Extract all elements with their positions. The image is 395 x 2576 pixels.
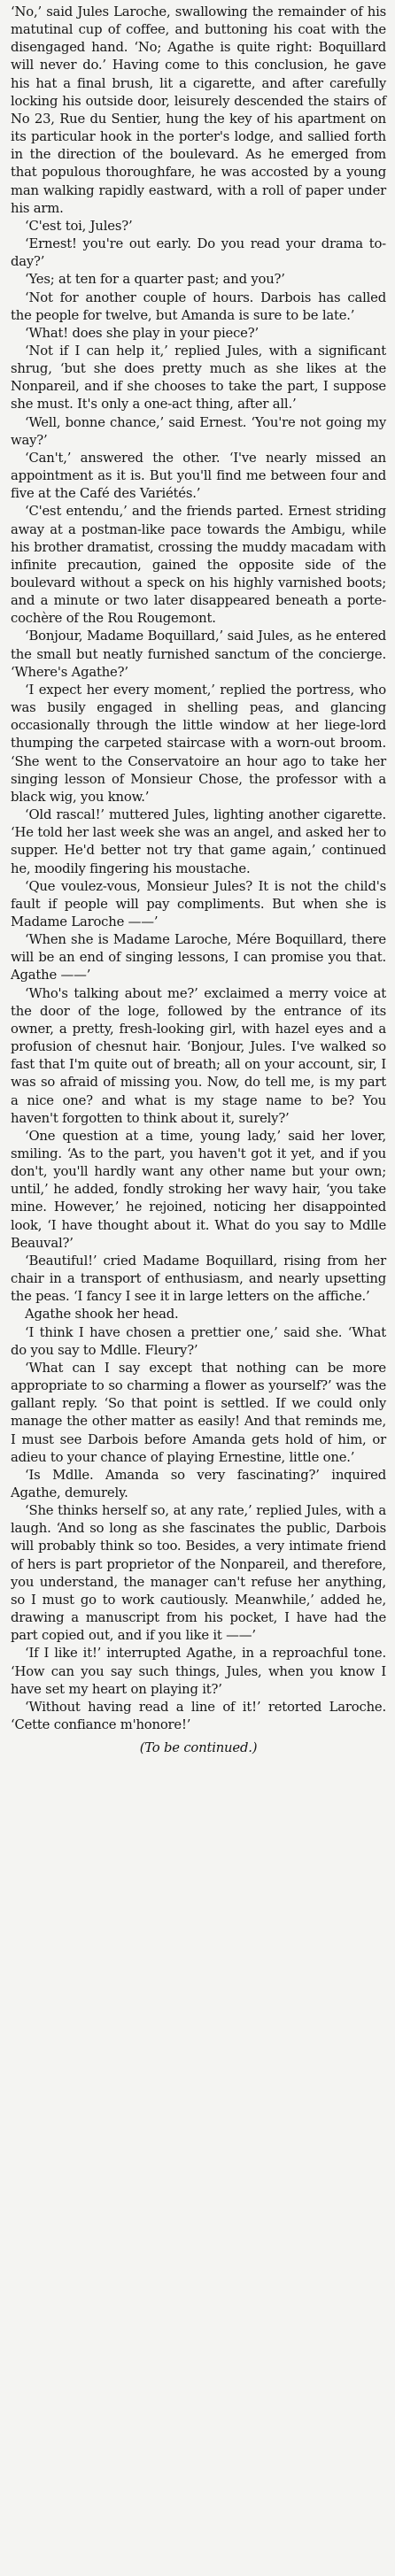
paragraph: ‘Bonjour, Madame Boquillard,’ said Jules, as he entered the small but neatly furnished sanctum of the concierge. ‘Where's Agathe?’ xyxy=(11,629,386,680)
paragraph: ‘Not if I can help it,’ replied Jules, with a significant shrug, ‘but she does pretty much as she likes at the Nonpareil, and if she chooses to take the part, I suppose she must. It's only a one-act thing, after all.’ xyxy=(11,343,386,413)
paragraph: ‘Who's talking about me?’ exclaimed a merry voice at the door of the loge, followed by the entrance of its owner, a pretty, fresh-looking girl, with hazel eyes and a profusion of chesnut hair. ‘Bonjour, Jules. I've walked so fast that I'm quite out of breath; all on your account, sir, I was so afraid of missing you. Now, do tell me, is my part a nice one? and what is my stage name to be? You haven't forgotten to think about it, surely?’ xyxy=(11,985,386,1126)
paragraph: ‘C'est toi, Jules?’ xyxy=(25,218,133,234)
paragraph: ‘If I like it!’ interrupted Agathe, in a reproachful tone. ‘How can you say such things, Jules, when you know I have set my heart on playing it?’ xyxy=(11,1646,386,1697)
paragraph: ‘I think I have chosen a prettier one,’ said she. ‘What do you say to Mdlle. Fleury?’ xyxy=(11,1324,386,1358)
paragraph: ‘C'est entendu,’ and the friends parted. Ernest striding away at a postman-like pace towards the Ambigu, while his brother dramatist, crossing the muddy macadam with infinite precaution, gained the opposite side of the boulevard without a speck on his highly varnished boots; and a minute or two later disappeared beneath a porte-cochère of the Rou Rougemont. xyxy=(11,504,386,627)
paragraph: ‘One question at a time, young lady,’ said her lover, smiling. ‘As to the part, you haven't got it yet, and if you don't, you'll hardly want any other name but your own; until,’ he added, fondly stroking her wavy hair, ‘you take mine. However,’ he rejoined, noticing her disappointed look, ‘I have thought about it. What do you say to Mdlle Beauval?’ xyxy=(11,1128,386,1251)
paragraph: ‘Yes; at ten for a quarter past; and you?’ xyxy=(25,272,285,288)
paragraph: ‘Can't,’ answered the other. ‘I've nearly missed an appointment as it is. But you'll find me between four and five at the Café des Variétés.’ xyxy=(11,450,386,502)
paragraph: ‘Is Mdlle. Amanda so very fascinating?’ inquired Agathe, demurely. xyxy=(11,1467,386,1500)
paragraph: ‘Without having read a line of it!’ retorted Laroche. ‘Cette confiance m'honore!’ xyxy=(11,1699,386,1732)
paragraph: ‘No,’ said Jules Laroche, swallowing the remainder of his matutinal cup of coffee, and buttoning his coat with the disengaged hand. ‘No; Agathe is quite right: Boquillard will never do.’ Having come to this conclusion, he gave his hat a final brush, lit a cigarette, and after carefully locking his outside door, leisurely descended the stairs of No 23, Rue du Sentier, hung the key of his apartment on its particular hook in the porter's lodge, and sallied forth in the direction of the boulevard. As he emerged from that populous thoroughfare, he was accosted by a young man walking rapidly eastward, with a roll of paper under his arm. xyxy=(11,4,386,216)
paragraph: ‘When she is Madame Laroche, Mére Boquillard, there will be an end of singing lessons, I can promise you that. Agathe ——’ xyxy=(11,932,386,983)
paragraph: ‘Well, bonne chance,’ said Ernest. ‘You're not going my way?’ xyxy=(11,414,386,448)
paragraph: ‘She thinks herself so, at any rate,’ replied Jules, with a laugh. ‘And so long as she fascinates the public, Darbois will probably think so too. Besides, a very intimate friend of hers is part proprietor of the Nonpareil, and therefore, you understand, the manager can't refuse her anything, so I must go to work cautiously. Meanwhile,’ added he, drawing a manuscript from his pocket, I have had the part copied out, and if you like it ——’ xyxy=(11,1503,386,1644)
paragraph: ‘What can I say except that nothing can be more appropriate to so charming a flower as yourself?’ was the gallant reply. ‘So that point is settled. If we could only manage the other matter as easily! And that reminds me, I must see Darbois before Amanda gets hold of him, or adieu to your chance of playing Ernestine, little one.’ xyxy=(11,1360,386,1465)
paragraph: ‘I expect her every moment,’ replied the portress, who was busily engaged in shelling peas, and glancing occasionally through the little window at her liege-lord thumping the carpeted staircase with a worn-out broom. ‘She went to the Conservatoire an hour ago to take her singing lesson of Monsieur Chose, the professor with a black wig, you know.’ xyxy=(11,682,386,805)
paragraph: ‘What! does she play in your piece?’ xyxy=(25,325,259,341)
paragraph: Agathe shook her head. xyxy=(25,1307,179,1323)
to-be-continued: (To be continued.) xyxy=(139,1740,258,1756)
paragraph: ‘Beautiful!’ cried Madame Boquillard, rising from her chair in a transport of enthusiasm, and nearly upsetting the peas. ‘I fancy I see it in large letters on the affiche.’ xyxy=(11,1253,386,1305)
paragraph: ‘Que voulez-vous, Monsieur Jules? It is not the child's fault if people will pay compliments. But when she is Madame Laroche ——’ xyxy=(11,878,386,929)
paragraph: ‘Not for another couple of hours. Darbois has called the people for twelve, but Amanda is sure to be late.’ xyxy=(11,289,386,323)
paragraph: ‘Ernest! you're out early. Do you read your drama to-day?’ xyxy=(11,236,386,270)
paragraph: ‘Old rascal!’ muttered Jules, lighting another cigarette. ‘He told her last week she was an angel, and asked her to supper. He'd better not try that game again,’ continued he, moodily fingering his moustache. xyxy=(11,807,386,876)
